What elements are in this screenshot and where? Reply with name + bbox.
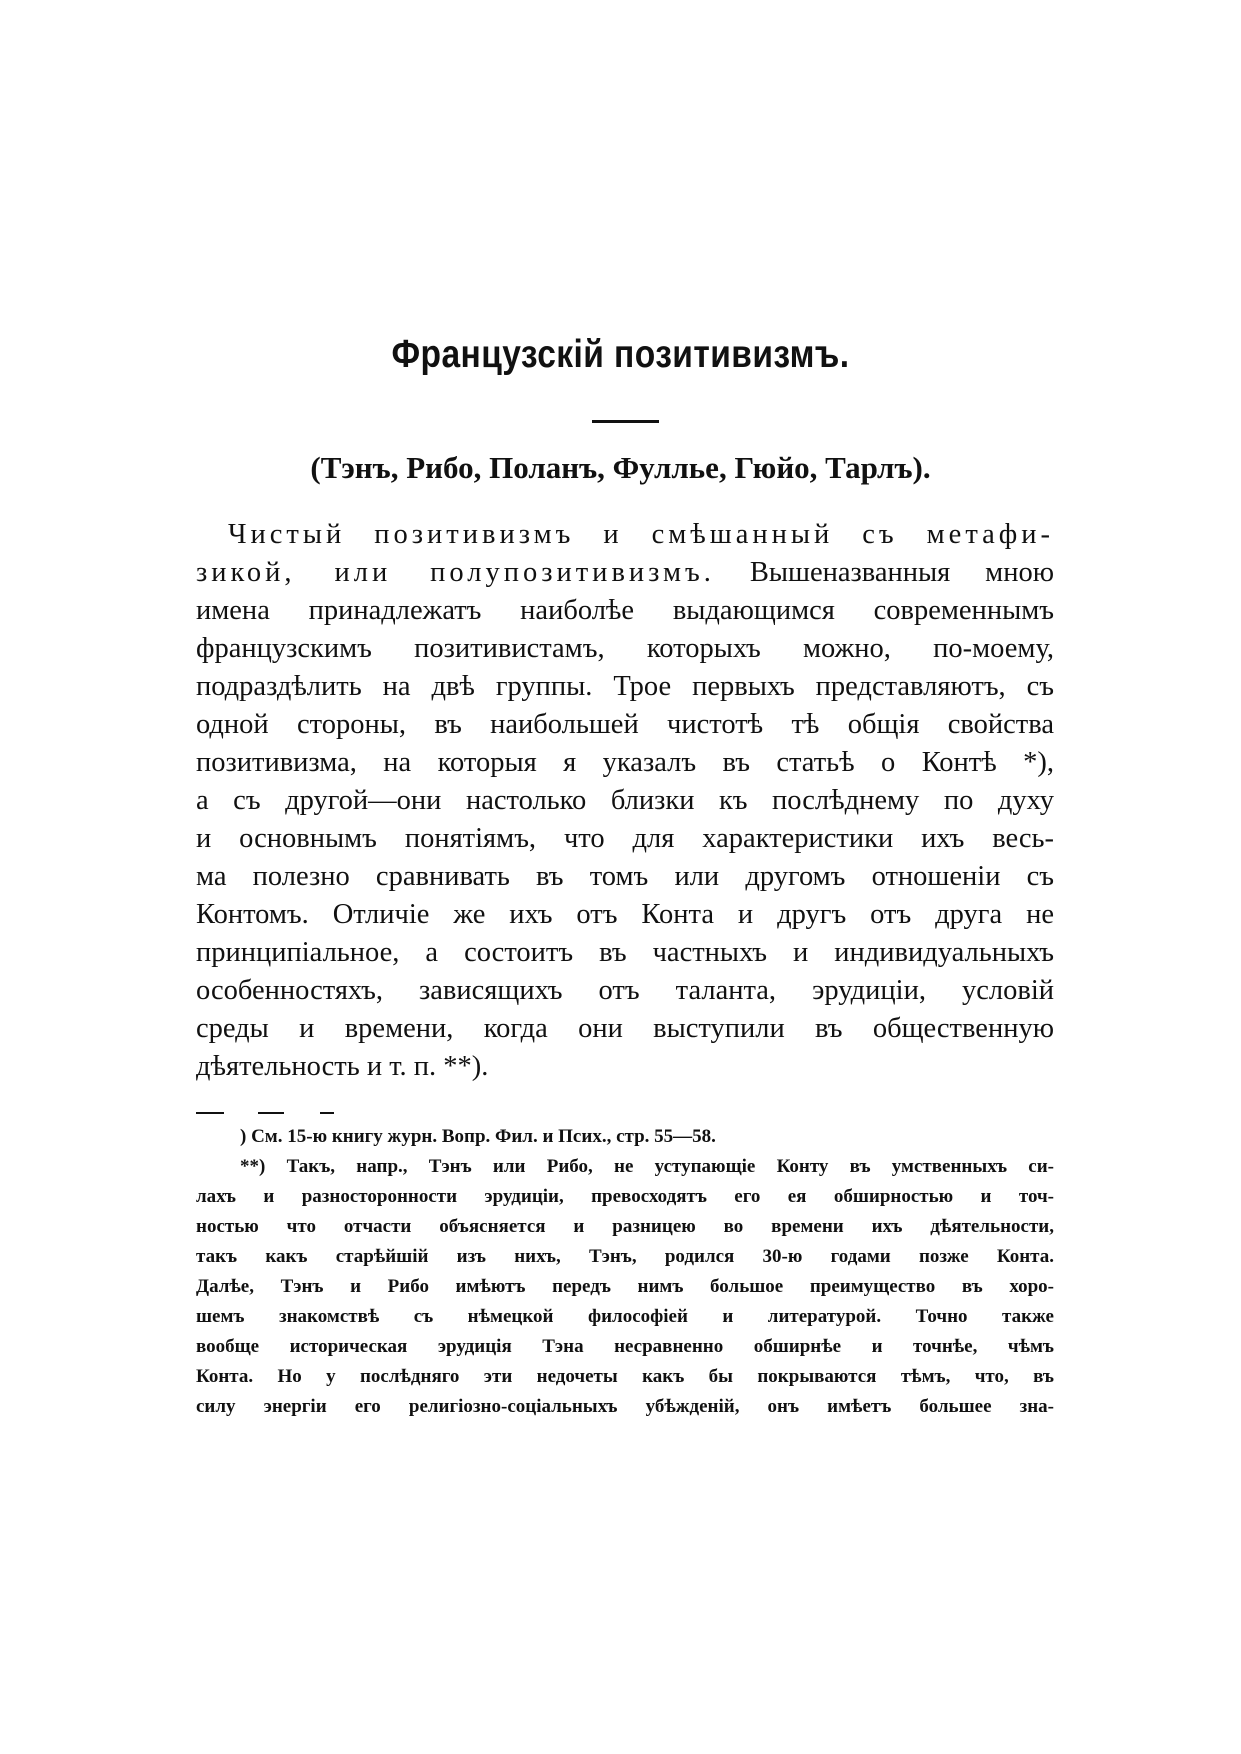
line-text: дѣятельность и т. п. **). <box>196 1051 489 1082</box>
footnote-line: лахъ и разносторонности эрудиціи, превосходятъ его ея обширностью и точ- <box>196 1186 1054 1207</box>
spaced-text: зикой, или полупозитивизмъ. <box>196 557 715 588</box>
footnote-line: силу энергіи его религіозно-соціальныхъ убѣжденій, онъ имѣетъ большее зна- <box>196 1396 1054 1417</box>
body-line <box>196 1010 1054 1048</box>
line-text: одной стороны, въ наибольшей чистотѣ тѣ общія свойства <box>196 709 1054 740</box>
body-line <box>196 820 1054 858</box>
line-text: позитивизма, на которыя я указалъ въ статьѣ о Контѣ *), <box>196 747 1054 778</box>
line-text: подраздѣлить на двѣ группы. Трое первыхъ представляютъ, съ <box>196 671 1054 702</box>
body-line <box>228 516 1054 554</box>
chapter-subtitle: (Тэнъ, Рибо, Поланъ, Фуллье, Гюйо, Тарлъ). <box>310 450 931 485</box>
title-rule <box>592 420 659 423</box>
footnote-line: Далѣе, Тэнъ и Рибо имѣютъ передъ нимъ большое преимущество въ хоро- <box>196 1276 1054 1297</box>
body-line <box>196 858 1054 896</box>
line-text: а съ другой—они настолько близки къ послѣднему по духу <box>196 785 1054 816</box>
footnote-separator <box>196 1112 346 1115</box>
footnote-line: **) Такъ, напр., Тэнъ или Рибо, не уступающіе Конту въ умственныхъ си- <box>240 1156 1054 1177</box>
body-line <box>196 1048 1054 1086</box>
footnote-line: вообще историческая эрудиція Тэна несравненно обширнѣе и точнѣе, чѣмъ <box>196 1336 1054 1357</box>
body-line <box>196 554 1054 592</box>
line-text: принципіальное, а состоитъ въ частныхъ и индивидуальныхъ <box>196 937 1054 968</box>
footnote-line: такъ какъ старѣйшій изъ нихъ, Тэнъ, родился 30-ю годами позже Конта. <box>196 1246 1054 1267</box>
line-text: Контомъ. Отличіе же ихъ отъ Конта и другъ отъ друга не <box>196 899 1054 930</box>
body-line <box>196 972 1054 1010</box>
body-line <box>196 592 1054 630</box>
body-line <box>196 668 1054 706</box>
footnote-line: ) См. 15-ю книгу журн. Вопр. Фил. и Псих., стр. 55—58. <box>240 1126 716 1147</box>
footnote-line: Конта. Но у послѣдняго эти недочеты какъ бы покрываются тѣмъ, что, въ <box>196 1366 1054 1387</box>
line-text: и основнымъ понятіямъ, что для характеристики ихъ весь- <box>196 823 1054 854</box>
body-line <box>196 896 1054 934</box>
body-line <box>196 782 1054 820</box>
line-text: ма полезно сравнивать въ томъ или другомъ отношеніи съ <box>196 861 1054 892</box>
footnote-line: ностью что отчасти объясняется и разницею во времени ихъ дѣятельности, <box>196 1216 1054 1237</box>
body-line <box>196 630 1054 668</box>
footnote-line: шемъ знакомствѣ съ нѣмецкой философіей и литературой. Точно также <box>196 1306 1054 1327</box>
body-line <box>196 934 1054 972</box>
line-text: Вышеназванныя мною <box>714 557 1054 588</box>
line-text: особенностяхъ, зависящихъ отъ таланта, эрудиціи, условій <box>196 975 1054 1006</box>
chapter-title: Французскій позитивизмъ. <box>391 333 850 376</box>
body-line <box>196 706 1054 744</box>
line-text: французскимъ позитивистамъ, которыхъ можно, по-моему, <box>196 633 1054 664</box>
line-text: среды и времени, когда они выступили въ общественную <box>196 1013 1054 1044</box>
spaced-text: Чистый позитивизмъ и смѣшанный съ метафи- <box>228 519 1054 550</box>
line-text: имена принадлежатъ наиболѣе выдающимся современнымъ <box>196 595 1054 626</box>
body-line <box>196 744 1054 782</box>
